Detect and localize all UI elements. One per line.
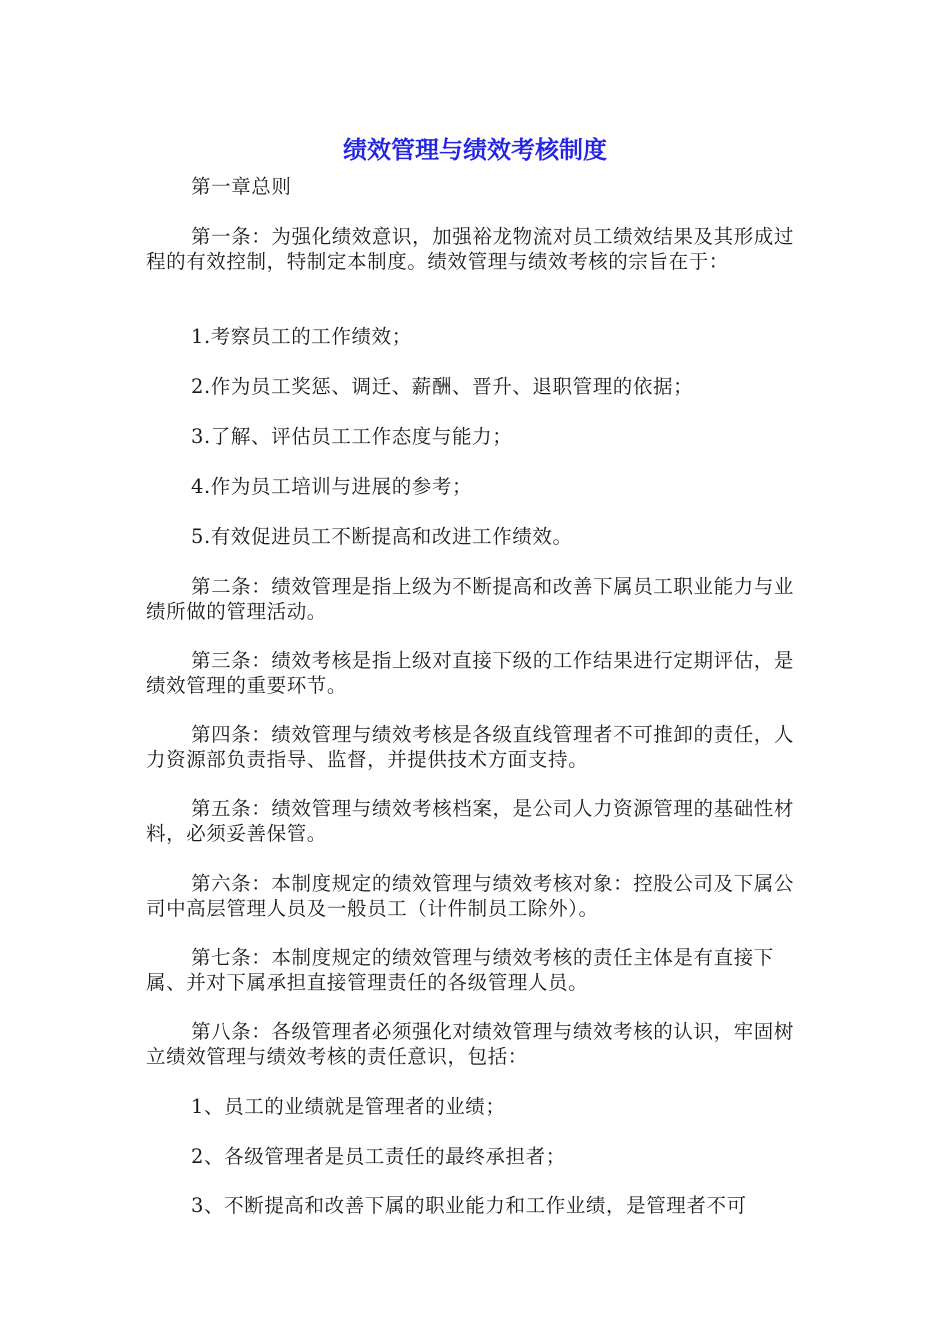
- article-1: 第一条：为强化绩效意识，加强裕龙物流对员工绩效结果及其形成过程的有效控制，特制定本制度。绩效管理与绩效考核的宗旨在于：: [146, 225, 795, 273]
- article-6: 第六条：本制度规定的绩效管理与绩效考核对象：控股公司及下属公司中高层管理人员及一般员工（计件制员工除外）。: [146, 872, 795, 920]
- list-item-1: 1.考察员工的工作绩效；: [191, 325, 412, 348]
- chapter-heading: 第一章总则: [191, 175, 292, 198]
- responsibility-item-1: 1、员工的业绩就是管理者的业绩；: [191, 1095, 506, 1118]
- article-8: 第八条：各级管理者必须强化对绩效管理与绩效考核的认识，牢固树立绩效管理与绩效考核的责任意识，包括：: [146, 1020, 795, 1068]
- article-4: 第四条：绩效管理与绩效考核是各级直线管理者不可推卸的责任，人力资源部负责指导、监督，并提供技术方面支持。: [146, 723, 795, 771]
- article-7: 第七条：本制度规定的绩效管理与绩效考核的责任主体是有直接下属、并对下属承担直接管理责任的各级管理人员。: [146, 946, 774, 994]
- list-item-2: 2.作为员工奖惩、调迁、薪酬、晋升、退职管理的依据；: [191, 375, 694, 398]
- responsibility-item-2: 2、各级管理者是员工责任的最终承担者；: [191, 1145, 566, 1168]
- document-title: 绩效管理与绩效考核制度: [343, 136, 607, 164]
- article-5: 第五条：绩效管理与绩效考核档案，是公司人力资源管理的基础性材料，必须妥善保管。: [146, 797, 795, 845]
- article-2: 第二条：绩效管理是指上级为不断提高和改善下属员工职业能力与业绩所做的管理活动。: [146, 575, 795, 623]
- article-3: 第三条：绩效考核是指上级对直接下级的工作结果进行定期评估，是绩效管理的重要环节。: [146, 649, 795, 697]
- list-item-4: 4.作为员工培训与进展的参考；: [191, 475, 473, 498]
- responsibility-item-3: 3、不断提高和改善下属的职业能力和工作业绩，是管理者不可: [191, 1194, 747, 1217]
- list-item-3: 3.了解、评估员工工作态度与能力；: [191, 425, 513, 448]
- list-item-5: 5.有效促进员工不断提高和改进工作绩效。: [191, 525, 573, 548]
